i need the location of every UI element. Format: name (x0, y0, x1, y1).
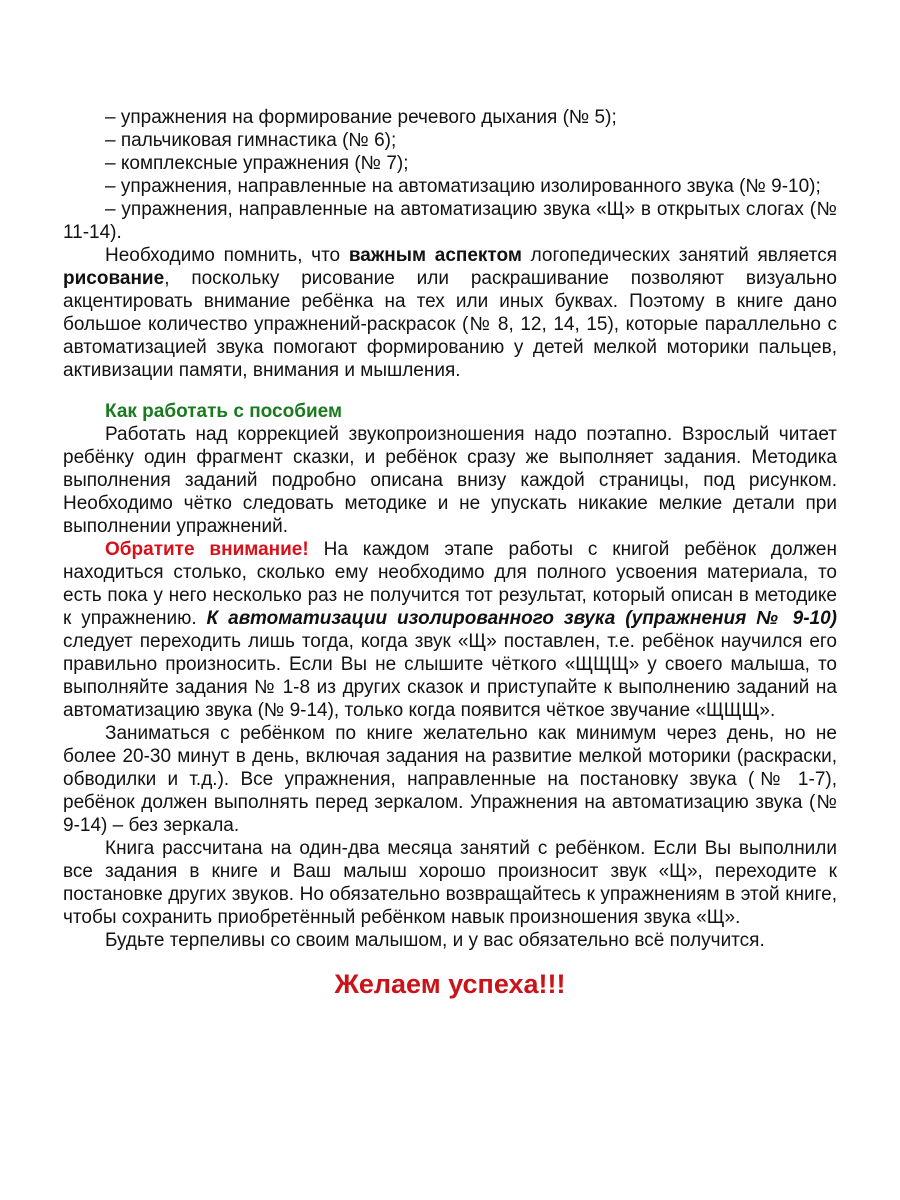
text-segment: Обратите внимание! (105, 539, 309, 560)
list-item-breathing: – упражнения на формирование речевого дыхания (№ 5); (105, 107, 617, 128)
text-segment: Необходимо помнить, что (105, 245, 349, 266)
list-item-isolated: – упражнения, направленные на автоматизацию изолированного звука (№ 9-10); (105, 176, 821, 197)
paragraph-book-term: Книга рассчитана на один-два месяца занятий с ребёнком. Если Вы выполнили все задания в книге и Ваш малыш хорошо произносит звук «Щ», переходите к постановке других звуков. Но обязательно возвращайтесь к упражнениям в этой книге, чтобы сохранить приобретённый ребёнком навык произношения звука «Щ». (63, 838, 837, 928)
text-segment: важным аспектом (348, 245, 522, 266)
paragraph-schedule: Заниматься с ребёнком по книге желательно как минимум через день, но не более 20-30 минут в день, включая задания на развитие мелкой моторики (раскраски, обводилки и т.д.). Все упражнения, направленные на постановку звука (№ 1-7), ребёнок должен выполнять перед зеркалом. Упражнения на автоматизацию звука (№ 9-14) – без зеркала. (63, 723, 837, 836)
list-item-fingers: – пальчиковая гимнастика (№ 6); (105, 130, 397, 151)
text-segment: следует переходить лишь тогда, когда звук «Щ» поставлен, т.е. ребёнок научился его правильно произносить. Если Вы не слышите чёткого «ЩЩЩ» у своего малыша, то выполняйте задания № 1-8 из других сказок и приступайте к выполнению заданий на автоматизацию звука (№ 9-14), только когда появится чёткое звучание «ЩЩЩ». (63, 631, 837, 721)
list-item-open-syllables: – упражнения, направленные на автоматизацию звука «Щ» в открытых слогах (№ 11-14). (63, 199, 837, 243)
paragraph-method: Работать над коррекцией звукопроизношения надо поэтапно. Взрослый читает ребёнку один фрагмент сказки, и ребёнок сразу же выполняет задания. Методика выполнения заданий подробно описана внизу каждой страницы, под рисунком. Необходимо чётко следовать методике и не упускать никакие мелкие детали при выполнении упражнений. (63, 424, 837, 537)
section-heading-how-to-use: Как работать с пособием (105, 401, 342, 422)
paragraph-patience: Будьте терпеливы со своим малышом, и у вас обязательно всё получится. (105, 930, 765, 951)
paragraph-drawing-importance (63, 244, 837, 382)
text-segment: логопедических занятий является (521, 245, 837, 266)
text-segment: , поскольку рисование или раскрашивание позволяют визуально акцентировать внимание ребёнка на тех или иных буквах. Поэтому в книге дано большое количество упражнений-раскрасок (№ 8, 12, 14, 15), которые параллельно с автоматизацией звука помогают формированию у детей мелкой моторики пальцев, активизации памяти, внимания и мышления. (63, 268, 837, 381)
paragraph-attention (63, 538, 837, 722)
text-segment: К автоматизации изолированного звука (упражнения № 9-10) (206, 608, 837, 629)
text-segment: На каждом этапе работы с книгой ребёнок должен находиться столько, сколько ему необходимо для полного усвоения материала, то есть пока у него несколько раз не получится тот результат, который описан в методике к упражнению. (63, 539, 837, 629)
text-segment: рисование (63, 268, 165, 289)
closing-slogan: Желаем успеха!!! (334, 969, 566, 999)
list-item-complex: – комплексные упражнения (№ 7); (105, 153, 409, 174)
exercise-type-list (63, 106, 837, 244)
